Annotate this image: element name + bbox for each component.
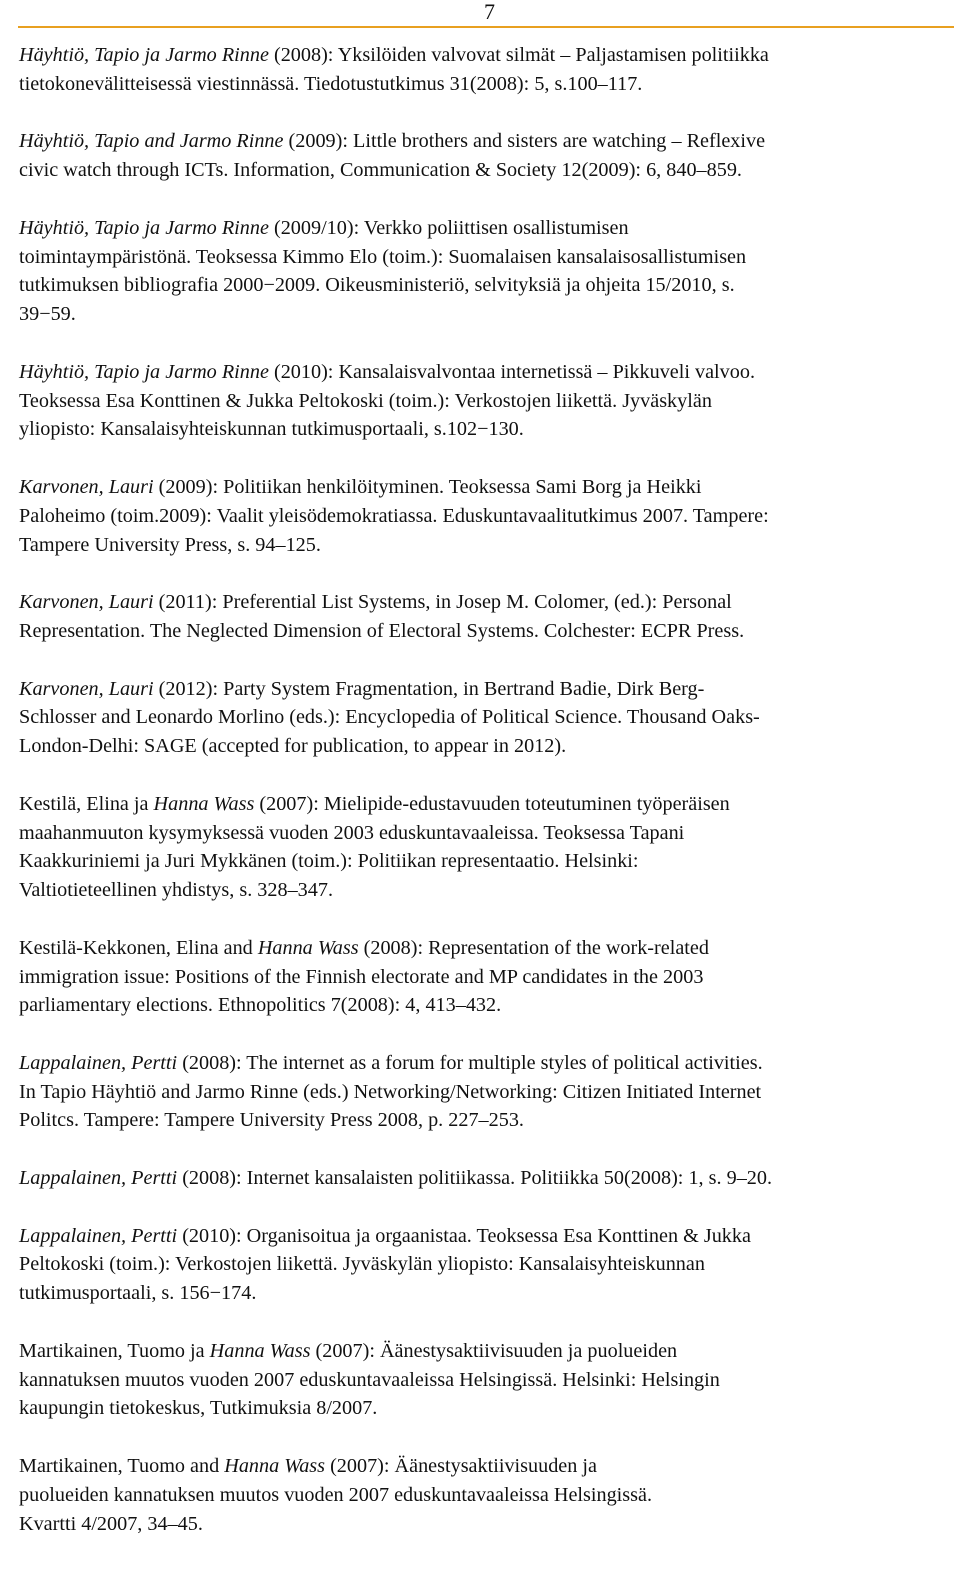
reference-prefix: Martikainen, Tuomo and [19, 1455, 225, 1478]
reference-text: (2008): Yksilöiden valvovat silmät – Paljastamisen politiikka tietokonevälitteisessä viestinnässä. Tiedotustutkimus 31(2008): 5, s.100–117. [19, 44, 769, 95]
reference-author: Lappalainen, Pertti [19, 1167, 178, 1190]
reference-list [19, 41, 955, 1567]
reference-text: (2008): The internet as a forum for multiple styles of political activities. In Tapio Häyhtiö and Jarmo Rinne (eds.) Networking/Networking: Citizen Initiated Internet Politcs. Tampere: Tampere University Press 2008, p. 227–253. [19, 1051, 763, 1132]
reference-author: Lappalainen, Pertti [19, 1224, 178, 1247]
reference-text: (2007): Äänestysaktiivisuuden ja puolueiden kannatuksen muutos vuoden 2007 eduskuntavaaleissa Helsingissä. Kvartti 4/2007, 34–45. [19, 1455, 652, 1535]
reference-text: (2009): Politiikan henkilöityminen. Teoksessa Sami Borg ja Heikki Paloheimo (toim.2009): Vaalit yleisödemokratiassa. Eduskuntavaalitutkimus 2007. Tampere: Tampere University Press, s. 94–125. [19, 475, 769, 556]
reference-author: Häyhtiö, Tapio and Jarmo Rinne [19, 130, 284, 153]
reference-author: Lappalainen, Pertti [19, 1051, 178, 1074]
reference-entry [19, 790, 955, 905]
reference-author: Hanna Wass [209, 1339, 311, 1362]
reference-prefix: Kestilä, Elina ja [19, 792, 154, 815]
reference-entry [19, 473, 955, 559]
reference-text: (2009/10): Verkko poliittisen osallistumisen toimintaympäristönä. Teoksessa Kimmo Elo (toim.): Suomalaisen kansalaisosallistumisen tutkimuksen bibliografia 2000−2009. Oikeusministeriö, selvityksiä ja ohjeita 15/2010, s. 39−59. [19, 216, 747, 326]
reference-entry [19, 934, 955, 1020]
reference-entry [19, 358, 955, 444]
reference-entry [19, 1337, 955, 1423]
reference-entry [19, 588, 955, 646]
reference-author: Häyhtiö, Tapio ja Jarmo Rinne [19, 44, 269, 66]
reference-entry [19, 1222, 955, 1308]
header-rule [18, 26, 954, 28]
reference-entry [19, 214, 955, 329]
reference-author: Hanna Wass [153, 792, 255, 815]
reference-author: Karvonen, Lauri [19, 475, 154, 498]
reference-prefix: Kestilä-Kekkonen, Elina and [19, 936, 258, 959]
reference-author: Karvonen, Lauri [19, 677, 154, 700]
reference-author: Hanna Wass [224, 1455, 326, 1478]
reference-entry [19, 127, 955, 185]
reference-entry [19, 675, 955, 761]
reference-entry [19, 41, 955, 99]
reference-text: (2007): Mielipide-edustavuuden toteutuminen työperäisen maahanmuuton kysymyksessä vuoden 2003 eduskuntavaaleissa. Teoksessa Tapani Kaakkuriniemi ja Juri Mykkänen (toim.): Politiikan representaatio. Helsinki: Valtiotieteellinen yhdistys, s. 328–347. [19, 792, 730, 902]
reference-author: Hanna Wass [257, 936, 359, 959]
reference-author: Häyhtiö, Tapio ja Jarmo Rinne [19, 216, 269, 239]
reference-text: (2007): Äänestysaktiivisuuden ja puolueiden kannatuksen muutos vuoden 2007 eduskuntavaaleissa Helsingissä. Helsinki: Helsingin kaupungin tietokeskus, Tutkimuksia 8/2007. [19, 1339, 720, 1420]
reference-text: (2012): Party System Fragmentation, in Bertrand Badie, Dirk Berg- Schlosser and Leonardo Morlino (eds.): Encyclopedia of Political Science. Thousand Oaks- London-Delhi: SAGE (accepted for publication, to appear in 2012). [19, 677, 760, 758]
reference-text: (2011): Preferential List Systems, in Josep M. Colomer, (ed.): Personal Representation. The Neglected Dimension of Electoral Systems. Colchester: ECPR Press. [19, 591, 745, 642]
reference-entry [19, 1049, 955, 1135]
page-number: 7 [484, 0, 495, 24]
reference-text: (2008): Internet kansalaisten politiikassa. Politiikka 50(2008): 1, s. 9–20. [177, 1167, 773, 1190]
reference-author: Häyhtiö, Tapio ja Jarmo Rinne [19, 360, 269, 383]
reference-text: (2008): Representation of the work-related immigration issue: Positions of the Finnish electorate and MP candidates in the 2003 parliamentary elections. Ethnopolitics 7(2008): 4, 413–432. [19, 936, 709, 1017]
reference-prefix: Martikainen, Tuomo ja [19, 1339, 210, 1362]
reference-author: Karvonen, Lauri [19, 591, 154, 614]
reference-text: (2010): Kansalaisvalvontaa internetissä – Pikkuveli valvoo. Teoksessa Esa Konttinen & Jukka Peltokoski (toim.): Verkostojen liikettä. Jyväskylän yliopisto: Kansalaisyhteiskunnan tutkimusportaali, s.102−130. [19, 360, 755, 441]
reference-entry [19, 1452, 955, 1538]
reference-entry [19, 1164, 955, 1193]
reference-text: (2009): Little brothers and sisters are watching – Reflexive civic watch through ICTs. Information, Communication & Society 12(2009): 6, 840–859. [19, 130, 766, 182]
reference-text: (2010): Organisoitua ja orgaanistaa. Teoksessa Esa Konttinen & Jukka Peltokoski (toim.): Verkostojen liikettä. Jyväskylän yliopisto: Kansalaisyhteiskunnan tutkimusportaali, s. 156−174. [19, 1224, 751, 1305]
